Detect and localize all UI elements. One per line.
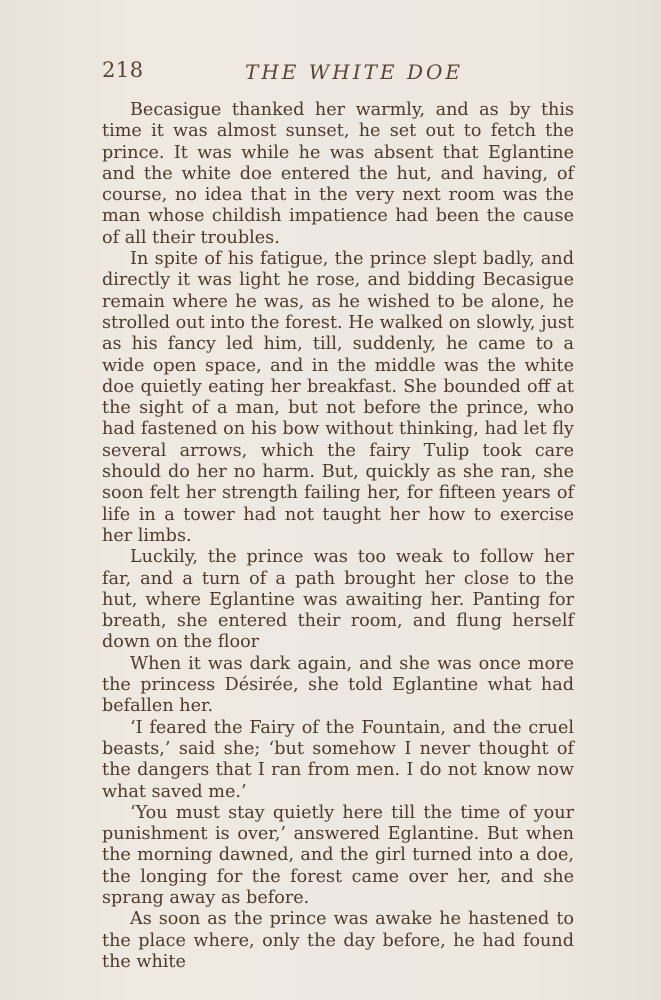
paragraph: When it was dark again, and she was once more the princess Désirée, she told Eglantine what had befallen her. [102, 653, 574, 717]
paragraph: Luckily, the prince was too weak to follow her far, and a turn of a path brought her close to the hut, where Eglantine was awaiting her. Panting for breath, she entered their room, and flung herself down on the floor [102, 547, 574, 653]
page-header [102, 58, 576, 88]
paragraph: Becasigue thanked her warmly, and as by this time it was almost sunset, he set out to fetch the prince. It was while he was absent that Eglantine and the white doe entered the hut, and having, of course, no idea that in the very next room was the man whose childish impatience had been the cause of all their troubles. [102, 100, 574, 248]
running-title: THE WHITE DOE [245, 60, 463, 84]
page-number: 218 [102, 58, 144, 82]
paragraph: In spite of his fatigue, the prince slept badly, and directly it was light he rose, and bidding Becasigue remain where he was, as he wished to be alone, he strolled out into the forest. He walked on slowly, just as his fancy led him, till, suddenly, he came to a wide open space, and in the middle was the white doe quietly eating her breakfast. She bounded off at the sight of a man, but not before the prince, who had fastened on his bow without thinking, had let fly several arrows, which the fairy Tulip took care should do her no harm. But, quickly as she ran, she soon felt her strength failing her, for fifteen years of life in a tower had not taught her how to exercise her limbs. [102, 249, 574, 546]
paragraph: As soon as the prince was awake he hastened to the place where, only the day before, he had found the white [102, 909, 574, 972]
body-text [102, 100, 574, 973]
paragraph: ‘I feared the Fairy of the Fountain, and the cruel beasts,’ said she; ‘but somehow I never thought of the dangers that I ran from men. I do not know now what saved me.’ [102, 717, 574, 802]
paragraph: ‘You must stay quietly here till the time of your punishment is over,’ answered Eglantine. But when the morning dawned, and the girl turned into a doe, the longing for the forest came over her, and she sprang away as before. [102, 802, 574, 908]
